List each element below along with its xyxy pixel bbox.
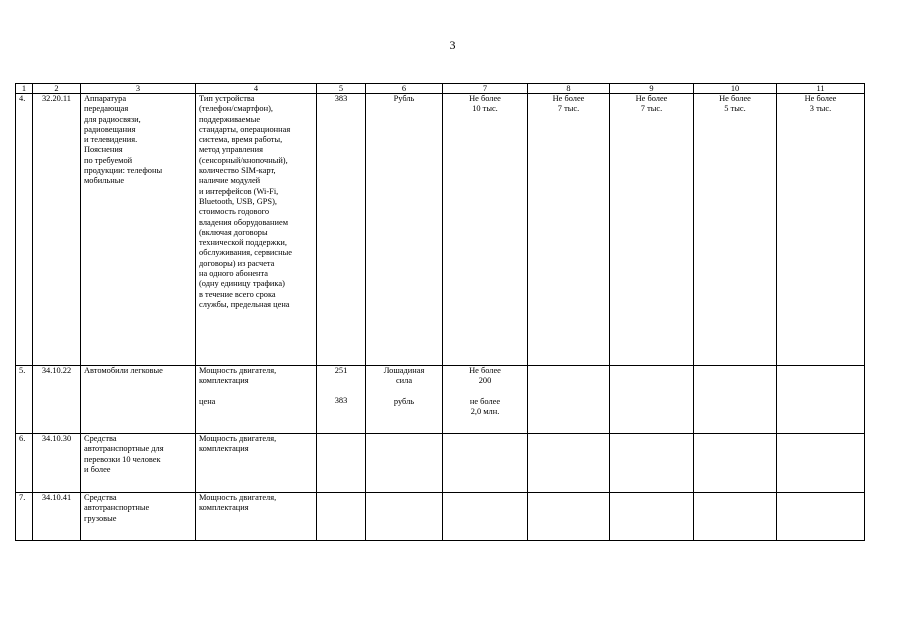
page-number: 3 <box>449 38 456 52</box>
empty-cell <box>777 366 865 434</box>
empty-cell <box>694 493 777 541</box>
unit-name: рубль <box>393 396 415 406</box>
value-cell: Не более 7 тыс. <box>610 94 694 366</box>
table-row <box>16 493 865 541</box>
header-cell: 5 <box>317 84 366 94</box>
empty-cell <box>694 434 777 493</box>
row-number: 6. <box>16 434 33 493</box>
empty-cell <box>443 493 528 541</box>
empty-cell <box>528 434 610 493</box>
empty-cell <box>777 434 865 493</box>
value-cell: Не более 10 тыс. <box>443 94 528 366</box>
table-row <box>16 94 865 366</box>
characteristics: Мощность двигателя, комплектация <box>196 493 317 541</box>
table-row <box>16 366 865 434</box>
okei-code: 383 <box>317 94 366 366</box>
row-number: 5. <box>16 366 33 434</box>
okei-code: 383 <box>334 396 348 406</box>
empty-cell <box>610 493 694 541</box>
header-cell: 4 <box>196 84 317 94</box>
empty-cell <box>610 434 694 493</box>
characteristics: Мощность двигателя, комплектация <box>199 366 277 386</box>
header-row <box>16 84 865 94</box>
okei-code: 251 <box>334 366 348 375</box>
header-cell: 10 <box>694 84 777 94</box>
product-name: Средства автотранспортные для перевозки 10 человек и более <box>81 434 196 493</box>
header-cell: 3 <box>81 84 196 94</box>
okpd-code: 34.10.30 <box>33 434 81 493</box>
characteristics-price: цена <box>199 396 216 406</box>
requirements-table <box>15 83 865 541</box>
characteristics: Тип устройства (телефон/смартфон), поддерживаемые стандарты, операционная система, время работы, метод управления (сенсорный/кнопочный), количество SIM-карт, наличие модулей и интерфейсов (Wi-Fi, Bluetooth, USB, GPS), стоимость годового владения оборудованием (включая договоры технической поддержки, обслуживания, сервисные договоры) из расчета на одного абонента (одну единицу трафика) в течение всего срока службы, предельная цена <box>196 94 317 366</box>
row-number: 4. <box>16 94 33 366</box>
product-name: Средства автотранспортные грузовые <box>81 493 196 541</box>
empty-cell <box>694 366 777 434</box>
empty-cell <box>317 434 366 493</box>
header-cell: 2 <box>33 84 81 94</box>
empty-cell <box>317 493 366 541</box>
header-cell: 6 <box>366 84 443 94</box>
empty-cell <box>366 493 443 541</box>
header-cell: 1 <box>16 84 33 94</box>
empty-cell <box>366 434 443 493</box>
okpd-code: 34.10.41 <box>33 493 81 541</box>
header-cell: 9 <box>610 84 694 94</box>
product-name: Аппаратура передающая для радиосвязи, радиовещания и телевидения. Пояснения по требуемой продукции: телефоны мобильные <box>81 94 196 366</box>
value-cell: Не более 3 тыс. <box>777 94 865 366</box>
empty-cell <box>777 493 865 541</box>
value-cell: Не более 200 <box>469 366 501 386</box>
value-cell: Не более 5 тыс. <box>694 94 777 366</box>
empty-cell <box>443 434 528 493</box>
header-cell: 11 <box>777 84 865 94</box>
header-cell: 7 <box>443 84 528 94</box>
okpd-code: 32.20.11 <box>33 94 81 366</box>
empty-cell <box>528 366 610 434</box>
unit-name: Рубль <box>366 94 443 366</box>
header-cell: 8 <box>528 84 610 94</box>
characteristics: Мощность двигателя, комплектация <box>196 434 317 493</box>
empty-cell <box>528 493 610 541</box>
unit-name: Лошадиная сила <box>383 366 425 386</box>
value-cell: Не более 7 тыс. <box>528 94 610 366</box>
value-cell: не более 2,0 млн. <box>469 396 501 416</box>
row-number: 7. <box>16 493 33 541</box>
table-row <box>16 434 865 493</box>
product-name: Автомобили легковые <box>81 366 196 434</box>
empty-cell <box>610 366 694 434</box>
okpd-code: 34.10.22 <box>33 366 81 434</box>
